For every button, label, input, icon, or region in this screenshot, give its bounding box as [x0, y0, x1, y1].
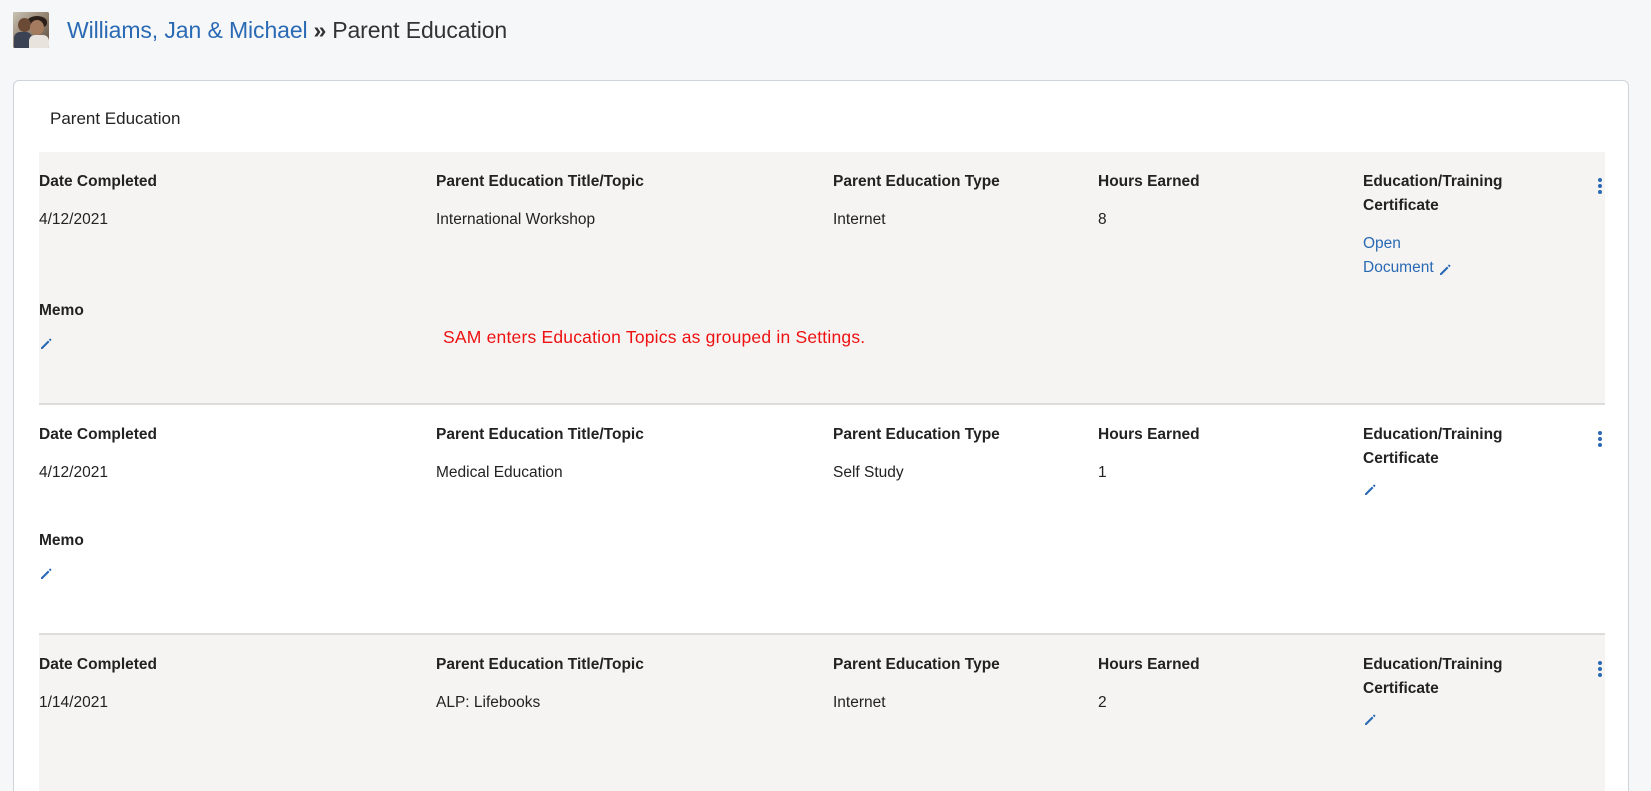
date-completed-label: Date Completed: [39, 426, 157, 443]
date-completed-value: 1/14/2021: [39, 694, 108, 711]
pencil-icon[interactable]: [1363, 713, 1377, 727]
hours-earned-label: Hours Earned: [1098, 656, 1200, 673]
type-label: Parent Education Type: [833, 426, 1000, 443]
kebab-menu-icon[interactable]: [1595, 659, 1605, 679]
hours-earned-label: Hours Earned: [1098, 173, 1200, 190]
title-topic-value: Medical Education: [436, 464, 563, 481]
certificate-label-line2: Certificate: [1363, 450, 1439, 467]
title-topic-label: Parent Education Title/Topic: [436, 426, 644, 443]
hours-earned-value: 1: [1098, 464, 1107, 481]
certificate-label: Education/Training: [1363, 426, 1503, 443]
avatar[interactable]: [13, 12, 49, 48]
certificate-label-line2: Certificate: [1363, 680, 1439, 697]
parent-education-card: [13, 80, 1629, 791]
breadcrumb-person-link[interactable]: Williams, Jan & Michael: [67, 16, 308, 43]
pencil-icon[interactable]: [1363, 483, 1377, 497]
hours-earned-value: 2: [1098, 694, 1107, 711]
memo-label: Memo: [39, 302, 84, 319]
type-value: Self Study: [833, 464, 904, 481]
date-completed-value: 4/12/2021: [39, 464, 108, 481]
memo-label: Memo: [39, 532, 84, 549]
kebab-menu-icon[interactable]: [1595, 429, 1605, 449]
type-value: Internet: [833, 694, 886, 711]
kebab-menu-icon[interactable]: [1595, 176, 1605, 196]
pencil-icon[interactable]: [39, 567, 53, 581]
pencil-icon[interactable]: [1438, 261, 1452, 275]
date-completed-label: Date Completed: [39, 173, 157, 190]
type-value: Internet: [833, 211, 886, 228]
card-title: Parent Education: [50, 109, 181, 128]
title-topic-value: International Workshop: [436, 211, 596, 228]
certificate-label: Education/Training: [1363, 656, 1503, 673]
type-label: Parent Education Type: [833, 656, 1000, 673]
education-record: [39, 152, 1605, 405]
open-document-link-line2[interactable]: Document: [1363, 259, 1434, 276]
education-record: [39, 635, 1605, 791]
breadcrumb-separator: »: [313, 16, 327, 43]
open-document-link-line1[interactable]: Open: [1363, 235, 1401, 252]
hours-earned-label: Hours Earned: [1098, 426, 1200, 443]
date-completed-value: 4/12/2021: [39, 211, 108, 228]
open-document-link[interactable]: [1363, 232, 1563, 280]
pencil-icon[interactable]: [39, 337, 53, 351]
page-header: [13, 12, 507, 48]
title-topic-label: Parent Education Title/Topic: [436, 656, 644, 673]
breadcrumb: [67, 17, 507, 44]
page-title: Parent Education: [332, 16, 508, 43]
certificate-label: Education/Training: [1363, 173, 1503, 190]
annotation-note: SAM enters Education Topics as grouped in Settings.: [443, 327, 866, 347]
hours-earned-value: 8: [1098, 211, 1107, 228]
date-completed-label: Date Completed: [39, 656, 157, 673]
title-topic-label: Parent Education Title/Topic: [436, 173, 644, 190]
type-label: Parent Education Type: [833, 173, 1000, 190]
title-topic-value: ALP: Lifebooks: [436, 694, 541, 711]
education-record: [39, 405, 1605, 635]
certificate-label-line2: Certificate: [1363, 197, 1439, 214]
